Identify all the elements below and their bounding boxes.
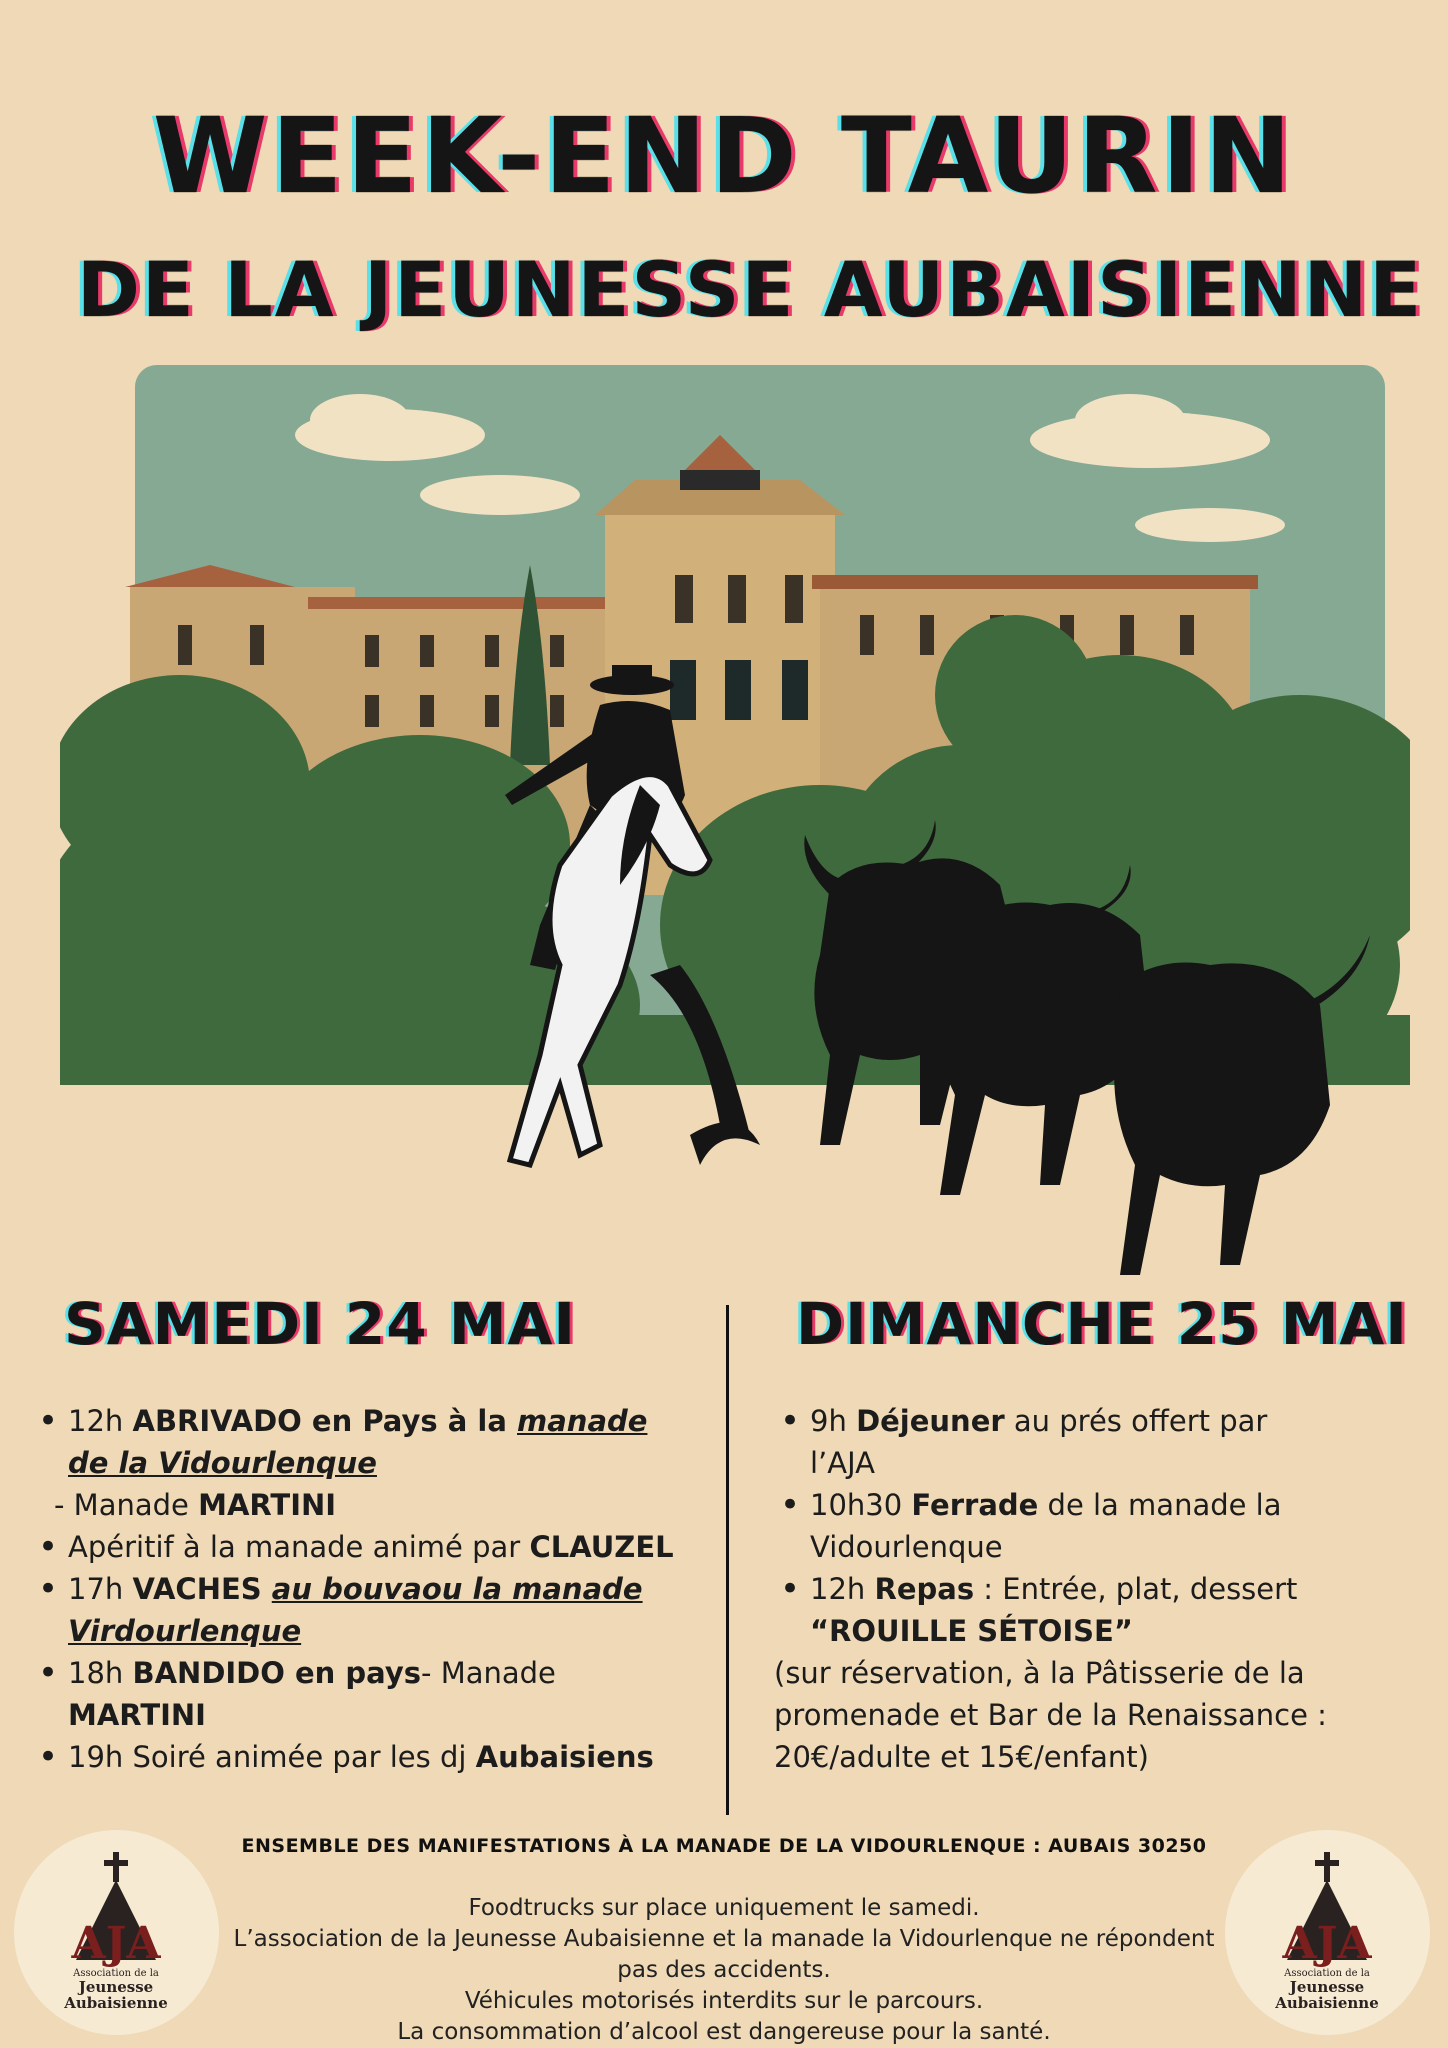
saturday-event-2 xyxy=(32,1526,692,1568)
sunday-event-3 xyxy=(774,1568,1334,1652)
aja-logo-left xyxy=(14,1830,219,2035)
logo-monogram: AJA xyxy=(1282,1918,1372,1969)
event-host: CLAUZEL xyxy=(529,1530,674,1564)
sunday-event-2 xyxy=(774,1484,1334,1568)
event-detail: au prés offert par l’AJA xyxy=(810,1404,1268,1480)
event-time: 12h xyxy=(68,1404,133,1438)
event-title: BANDIDO en pays xyxy=(132,1656,422,1690)
saturday-heading: SAMEDI 24 MAI xyxy=(64,1290,577,1358)
event-place: manade de la Vidourlenque xyxy=(68,1404,648,1480)
event-time: 9h xyxy=(810,1404,857,1438)
village-bull-run-illustration xyxy=(60,365,1410,1295)
sunday-heading: DIMANCHE 25 MAI xyxy=(796,1290,1408,1358)
event-time: 10h30 xyxy=(810,1488,912,1522)
location-note: ENSEMBLE DES MANIFESTATIONS À LA MANADE DE LA VIDOURLENQUE : AUBAIS 30250 xyxy=(241,1835,1207,1857)
event-manade: MARTINI xyxy=(198,1488,337,1522)
event-detail: de la manade la Vidourlenque xyxy=(810,1488,1282,1564)
column-divider xyxy=(726,1305,729,1815)
footer-line-4: La consommation d’alcool est dangereuse pour la santé. xyxy=(397,2019,1051,2045)
footer-line-1: Foodtrucks sur place uniquement le samedi. xyxy=(468,1895,980,1921)
event-host: Aubaisiens xyxy=(475,1740,654,1774)
event-place: au bouvaou la manade Virdourlenque xyxy=(68,1572,643,1648)
sunday-event-list xyxy=(774,1400,1334,1778)
saturday-event-5 xyxy=(32,1736,692,1778)
poster-title-line1: WEEK-END TAURIN xyxy=(152,95,1296,217)
saturday-event-4 xyxy=(32,1652,692,1736)
sunday-reservation-note xyxy=(774,1652,1334,1778)
poster-title-line2: DE LA JEUNESSE AUBAISIENNE xyxy=(76,245,1424,334)
logo-text-line2: Aubaisienne xyxy=(1275,1994,1379,2012)
logo-text-small: Association de la xyxy=(73,1968,159,1979)
event-title: Apéritif à la manade animé par xyxy=(68,1530,530,1564)
logo-text-line2: Aubaisienne xyxy=(64,1994,168,2012)
saturday-event-3 xyxy=(32,1568,692,1652)
saturday-event-list xyxy=(32,1400,692,1778)
reservation-text: (sur réservation, à la Pâtisserie de la promenade et Bar de la Renaissance : 20€/adulte et 15€/enfant) xyxy=(774,1656,1327,1774)
event-detail: : Entrée, plat, dessert xyxy=(974,1572,1298,1606)
logo-monogram: AJA xyxy=(71,1918,161,1969)
footer-line-3: Véhicules motorisés interdits sur le parcours. xyxy=(464,1988,984,2014)
event-title: Ferrade xyxy=(911,1488,1039,1522)
event-title: VACHES xyxy=(132,1572,272,1606)
footer-disclaimer xyxy=(230,1893,1218,2048)
saturday-event-1 xyxy=(32,1400,692,1484)
aja-logo-right xyxy=(1225,1830,1430,2035)
aja-logo-mark xyxy=(14,1830,219,2035)
event-time: 18h xyxy=(68,1656,133,1690)
logo-text-small: Association de la xyxy=(1284,1968,1370,1979)
saturday-event-1-detail xyxy=(32,1484,692,1526)
sunday-event-1 xyxy=(774,1400,1334,1484)
event-title: Repas xyxy=(874,1572,975,1606)
event-title: Déjeuner xyxy=(856,1404,1005,1438)
event-time: 17h xyxy=(68,1572,133,1606)
logo-text-line1: Jeunesse xyxy=(78,1978,154,1996)
event-title: ABRIVADO en Pays à la xyxy=(132,1404,518,1438)
event-time: 12h xyxy=(810,1572,875,1606)
aja-logo-mark xyxy=(1225,1830,1430,2035)
event-menu: “ROUILLE SÉTOISE” xyxy=(810,1614,1133,1648)
event-title: 19h Soiré animée par les dj xyxy=(68,1740,476,1774)
footer-line-2: L’association de la Jeunesse Aubaisienne et la manade la Vidourlenque ne répondent pas des accidents. xyxy=(233,1926,1215,1983)
logo-text-line1: Jeunesse xyxy=(1289,1978,1365,1996)
event-manade: MARTINI xyxy=(68,1698,206,1732)
event-detail: - Manade xyxy=(54,1488,199,1522)
event-detail: - Manade xyxy=(421,1656,556,1690)
